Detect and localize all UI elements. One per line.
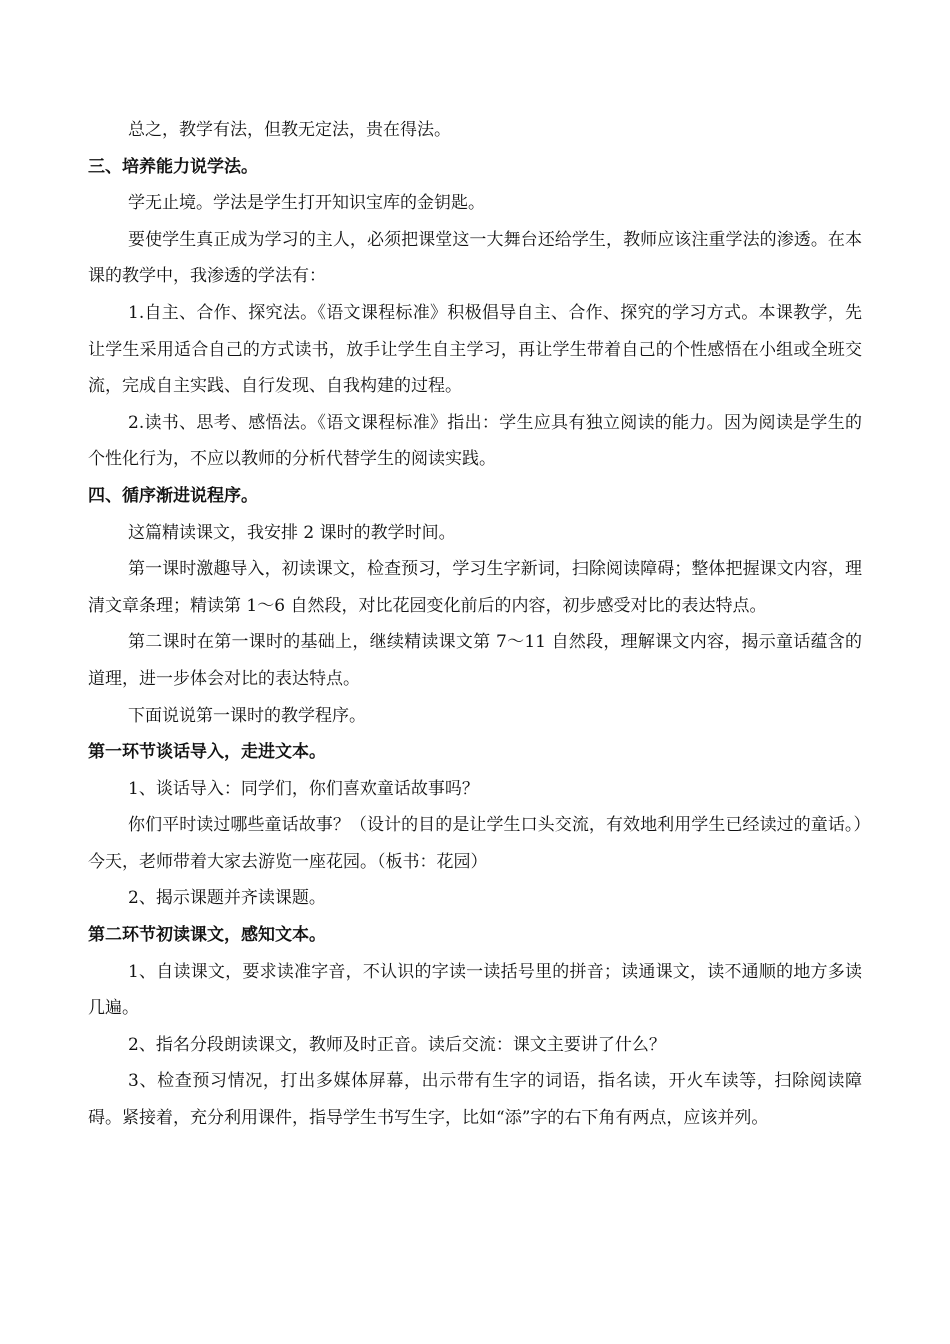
section-heading-4: 四、循序渐进说程序。 [88, 485, 258, 506]
paragraph: 1、自读课文，要求读准字音，不认识的字读一读括号里的拼音；读通课文，读不通顺的地方多读几遍。 [88, 961, 862, 1019]
section-heading-3: 三、培养能力说学法。 [88, 156, 258, 177]
paragraph: 学无止境。学法是学生打开知识宝库的金钥匙。 [128, 193, 485, 214]
document-page [88, 112, 862, 1137]
paragraph: 1、谈话导入：同学们，你们喜欢童话故事吗？ [128, 778, 479, 799]
paragraph: 你们平时读过哪些童话故事？（设计的目的是让学生口头交流，有效地利用学生已经读过的童话。）今天，老师带着大家去游览一座花园。（板书：花园） [88, 815, 862, 872]
section-heading-stage-1: 第一环节谈话导入，走进文本。 [88, 742, 326, 763]
paragraph: 1.自主、合作、探究法。《语文课程标准》积极倡导自主、合作、探究的学习方式。本课教学，先让学生采用适合自己的方式读书，放手让学生自主学习，再让学生带着自己的个性感悟在小组或全班交流，完成自主实践、自行发现、自我构建的过程。 [88, 302, 862, 397]
paragraph-summary: 总之，教学有法，但教无定法，贵在得法。 [128, 120, 451, 140]
paragraph: 2、揭示课题并齐读课题。 [128, 888, 326, 909]
paragraph: 第一课时激趣导入，初读课文，检查预习，学习生字新词，扫除阅读障碍；整体把握课文内容，理清文章条理；精读第 1～6 自然段，对比花园变化前后的内容，初步感受对比的表达特点。 [88, 559, 862, 616]
paragraph: 2、指名分段朗读课文，教师及时正音。读后交流：课文主要讲了什么？ [128, 1034, 666, 1055]
paragraph: 下面说说第一课时的教学程序。 [128, 705, 366, 726]
paragraph: 这篇精读课文，我安排 2 课时的教学时间。 [128, 522, 456, 543]
paragraph: 3、检查预习情况，打出多媒体屏幕，出示带有生字的词语，指名读，开火车读等，扫除阅读障碍。紧接着，充分利用课件，指导学生书写生字，比如“添”字的右下角有两点，应该并列。 [88, 1071, 862, 1129]
paragraph: 2.读书、思考、感悟法。《语文课程标准》指出：学生应具有独立阅读的能力。因为阅读是学生的个性化行为，不应以教师的分析代替学生的阅读实践。 [88, 412, 862, 470]
section-heading-stage-2: 第二环节初读课文，感知文本。 [88, 925, 326, 946]
paragraph: 要使学生真正成为学习的主人，必须把课堂这一大舞台还给学生，教师应该注重学法的渗透。在本课的教学中，我渗透的学法有： [88, 229, 862, 287]
paragraph: 第二课时在第一课时的基础上，继续精读课文第 7～11 自然段，理解课文内容，揭示童话蕴含的道理，进一步体会对比的表达特点。 [88, 632, 862, 689]
